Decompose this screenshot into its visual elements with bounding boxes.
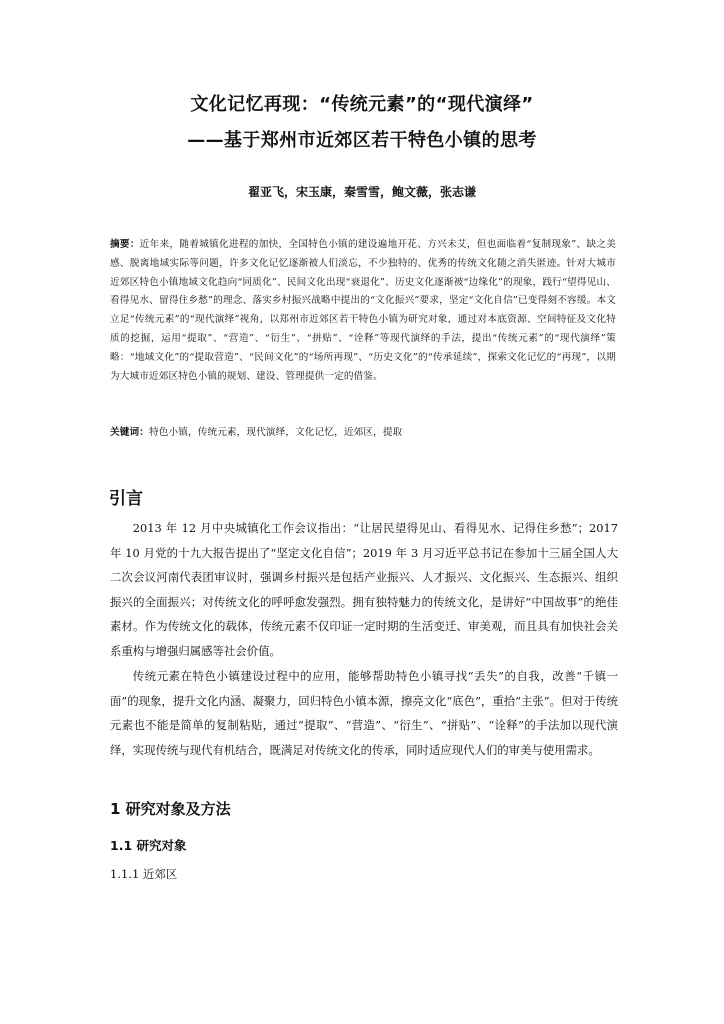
- intro-paragraph-1: 2013 年 12 月中央城镇化工作会议指出：“让居民望得见山、看得见水、记得住乡愁”；2017 年 10 月党的十九大报告提出了“坚定文化自信”；2019 年 3 月习近平总书记在参加十三届全国人大二次会议河南代表团审议时，强调乡村振兴是包括产业振兴、人才振兴、文化振兴、生态振兴、组织振兴的全面振兴；对传统文化的呼呼愈发强烈。拥有独特魅力的传统文化，是讲好“中国故事”的绝佳素材。作为传统文化的载体，传统元素不仅印证一定时期的生活变迁、审美观，而且具有加快社会关系重构与增强归属感等社会价值。: [110, 521, 618, 658]
- author-list: 翟亚飞，宋玉康，秦雪雪，鲍文薇，张志谦: [247, 185, 476, 199]
- abstract-text: 近年来，随着城镇化进程的加快，全国特色小镇的建设遍地开花、方兴未艾，但也面临着“复制现象”、缺之美感、脱离地域实际等问题，许多文化记忆逐渐被人们淡忘，不少独特的、优秀的传统文化随之消失匿迹。针对大城市近郊区特色小镇地域文化趋向“同质化”、民间文化出现“衰退化”、历史文化逐渐被“边缘化”的现象，践行“望得见山、看得见水、留得住乡愁”的理念、落实乡村振兴战略中提出的“文化振兴”要求，坚定“文化自信”已变得刻不容缓。本文立足“传统元素”的“现代演绎”视角，以郑州市近郊区若干特色小镇为研究对象，通过对本底资源、空间特征及文化特质的挖掘，运用“提取”、“营造”、“衍生”、“拼贴”、“诠释”等现代演绎的手法，提出“传统元素”的“现代演绎”策略：“地域文化”的“提取营造”、“民间文化”的“场所再现”、“历史文化”的“传承延续”，探索文化记忆的“再现”，以期为大城市近郊区特色小镇的规划、建设、管理提供一定的借鉴。: [110, 239, 616, 382]
- keywords-label: 关键词：: [110, 427, 149, 438]
- abstract-label: 摘要：: [110, 239, 140, 250]
- intro-paragraph-2: 传统元素在特色小镇建设过程中的应用，能够帮助特色小镇寻找“丢失”的自我，改善“千镇一面”的现象，提升文化内涵、凝聚力，回归特色小镇本源，擦亮文化“底色”，重拾“主张”。但对于传统元素也不能是简单的复制粘贴，通过“提取”、“营造”、“衍生”、“拼贴”、“诠释”的手法加以现代演绎，实现传统与现代有机结合，既满足对传统文化的传承，同时适应现代人们的审美与使用需求。: [110, 669, 618, 757]
- keywords-text: 特色小镇，传统元素，现代演绎，文化记忆，近郊区，提取: [148, 427, 403, 438]
- abstract-block: [110, 236, 616, 386]
- section-1-heading: 1 研究对象及方法: [110, 800, 231, 818]
- section-1-1-heading: 1.1 研究对象: [110, 838, 187, 853]
- section-1-1-1-heading: 1.1.1 近郊区: [110, 867, 178, 881]
- intro-heading: 引言: [109, 489, 143, 509]
- paper-subtitle: ——基于郑州市近郊区若干特色小镇的思考: [187, 130, 537, 151]
- keywords-block: [110, 425, 616, 441]
- paper-title: 文化记忆再现：“传统元素”的“现代演绎”: [190, 94, 534, 115]
